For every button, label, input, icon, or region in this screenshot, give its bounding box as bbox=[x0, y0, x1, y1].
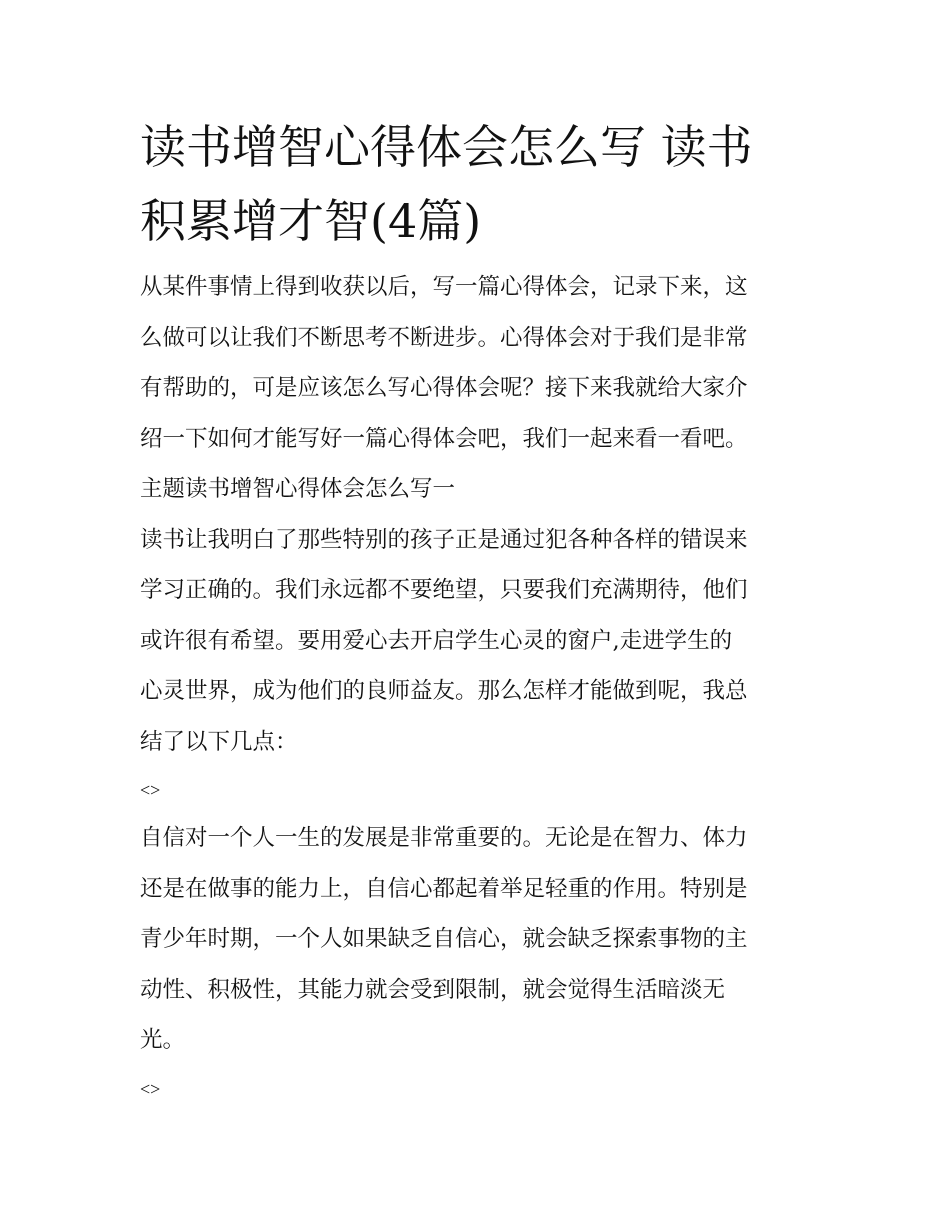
text-line: 心灵世界，成为他们的良师益友。那么怎样才能做到呢，我总 bbox=[140, 678, 748, 704]
text-line: 青少年时期，一个人如果缺乏自信心，就会缺乏探索事物的主 bbox=[140, 926, 748, 952]
text-line: 结了以下几点： bbox=[140, 728, 298, 755]
paragraph-2 bbox=[140, 813, 820, 1066]
text-line: 读书让我明白了那些特别的孩子正是通过犯各种各样的错误来 bbox=[140, 526, 748, 553]
document-page bbox=[140, 110, 820, 1112]
text-line: 动性、积极性，其能力就会受到限制，就会觉得生活暗淡无 bbox=[140, 976, 726, 1003]
document-title bbox=[140, 110, 820, 258]
intro-paragraph bbox=[140, 262, 820, 464]
text-line: 有帮助的，可是应该怎么写心得体会呢？接下来我就给大家介 bbox=[140, 375, 748, 401]
title-line: 积累增才智(4篇) bbox=[140, 194, 482, 248]
text-line: 光。 bbox=[140, 1027, 186, 1053]
text-line: 学习正确的。我们永远都不要绝望，只要我们充满期待，他们 bbox=[140, 577, 748, 603]
text-line: 么做可以让我们不断思考不断进步。心得体会对于我们是非常 bbox=[140, 324, 748, 351]
text-line: 绍一下如何才能写好一篇心得体会吧，我们一起来看一看吧。 bbox=[140, 425, 748, 452]
text-line: 还是在做事的能力上，自信心都起着举足轻重的作用。特别是 bbox=[140, 875, 748, 902]
text-line: 或许很有希望。要用爱心去开启学生心灵的窗户,走进学生的 bbox=[140, 627, 733, 654]
placeholder-marker: <> bbox=[140, 780, 161, 800]
paragraph-1 bbox=[140, 515, 820, 768]
text-line: 自信对一个人一生的发展是非常重要的。无论是在智力、体力 bbox=[140, 825, 748, 851]
title-line: 读书增智心得体会怎么写 读书 bbox=[140, 120, 753, 174]
placeholder-marker: <> bbox=[140, 1078, 161, 1099]
section-heading: 主题读书增智心得体会怎么写一 bbox=[140, 476, 456, 502]
text-line: 从某件事情上得到收获以后，写一篇心得体会，记录下来，这 bbox=[140, 274, 748, 300]
